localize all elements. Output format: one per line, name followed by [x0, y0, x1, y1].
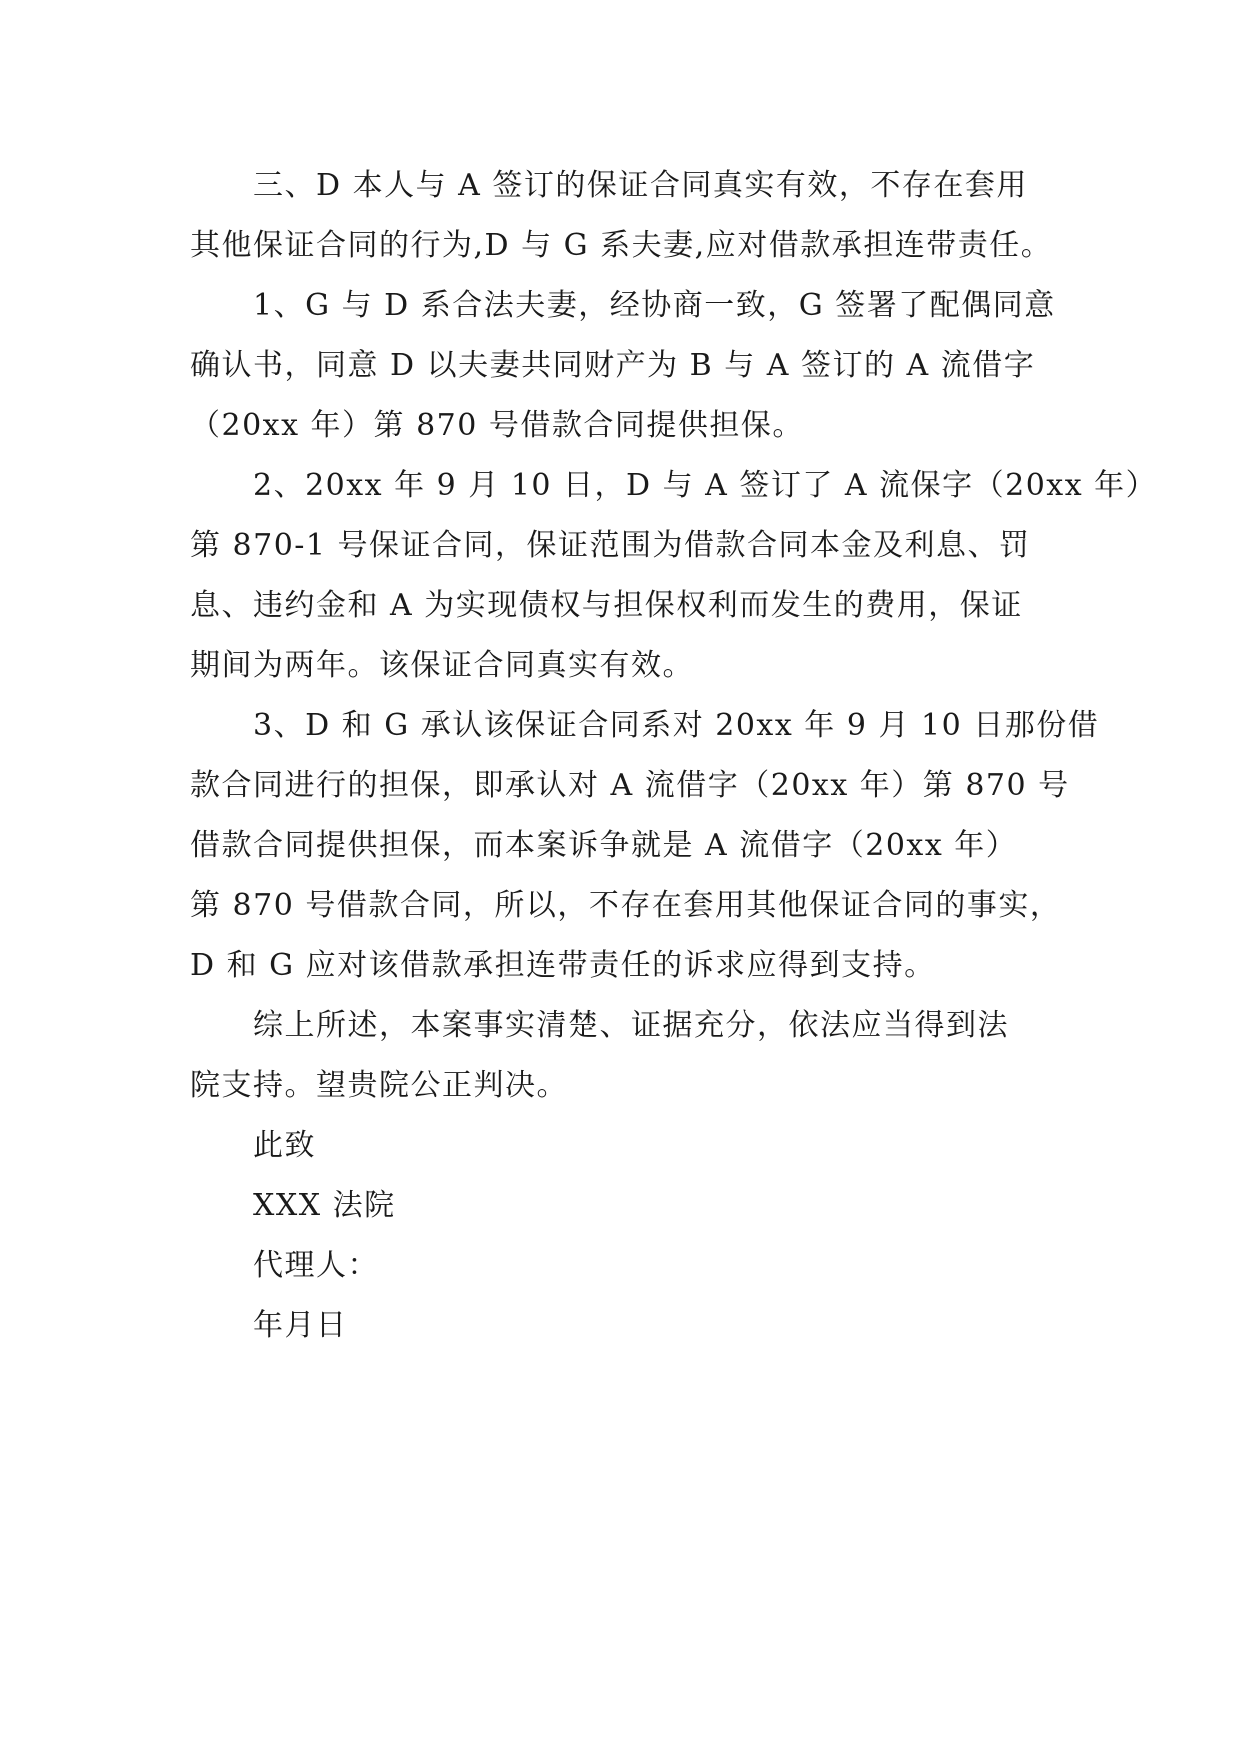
paragraph-conclusion [190, 996, 1060, 1116]
closing-court: XXX 法院 [253, 1188, 396, 1223]
paragraph-line: 借款合同提供担保，而本案诉争就是 A 流借字（20xx 年） [190, 828, 1018, 863]
paragraph-line: 息、违约金和 A 为实现债权与担保权利而发生的费用，保证 [190, 588, 1023, 623]
paragraph-line: （20xx 年）第 870 号借款合同提供担保。 [190, 408, 804, 443]
paragraph-line: 确认书，同意 D 以夫妻共同财产为 B 与 A 签订的 A 流借字 [190, 348, 1036, 383]
paragraph-point-three [190, 696, 1100, 996]
paragraph-line: 三、D 本人与 A 签订的保证合同真实有效，不存在套用 [253, 168, 1028, 203]
paragraph-point-two [190, 456, 1158, 696]
paragraph-line: 其他保证合同的行为,D 与 G 系夫妻,应对借款承担连带责任。 [190, 228, 1053, 263]
paragraph-line: 综上所述，本案事实清楚、证据充分，依法应当得到法 [253, 1008, 1009, 1043]
paragraph-line: D 和 G 应对该借款承担连带责任的诉求应得到支持。 [190, 948, 936, 983]
paragraph-point-one [190, 276, 1060, 456]
paragraph-line: 院支持。望贵院公正判决。 [190, 1068, 568, 1103]
paragraph-line: 第 870-1 号保证合同，保证范围为借款合同本金及利息、罚 [190, 528, 1031, 563]
paragraph-section-three [190, 156, 1060, 276]
closing-date: 年月日 [253, 1308, 348, 1343]
closing-block [190, 1116, 1060, 1356]
paragraph-line: 第 870 号借款合同，所以，不存在套用其他保证合同的事实， [190, 888, 1062, 923]
paragraph-line: 3、D 和 G 承认该保证合同系对 20xx 年 9 月 10 日那份借 [253, 708, 1100, 743]
paragraph-line: 1、G 与 D 系合法夫妻，经协商一致，G 签署了配偶同意 [253, 288, 1056, 323]
document-body [190, 156, 1158, 1356]
paragraph-line: 期间为两年。该保证合同真实有效。 [190, 648, 694, 683]
closing-salutation: 此致 [253, 1128, 316, 1163]
paragraph-line: 2、20xx 年 9 月 10 日，D 与 A 签订了 A 流保字（20xx 年） [253, 468, 1158, 503]
closing-agent: 代理人： [253, 1248, 379, 1283]
paragraph-line: 款合同进行的担保，即承认对 A 流借字（20xx 年）第 870 号 [190, 768, 1070, 803]
